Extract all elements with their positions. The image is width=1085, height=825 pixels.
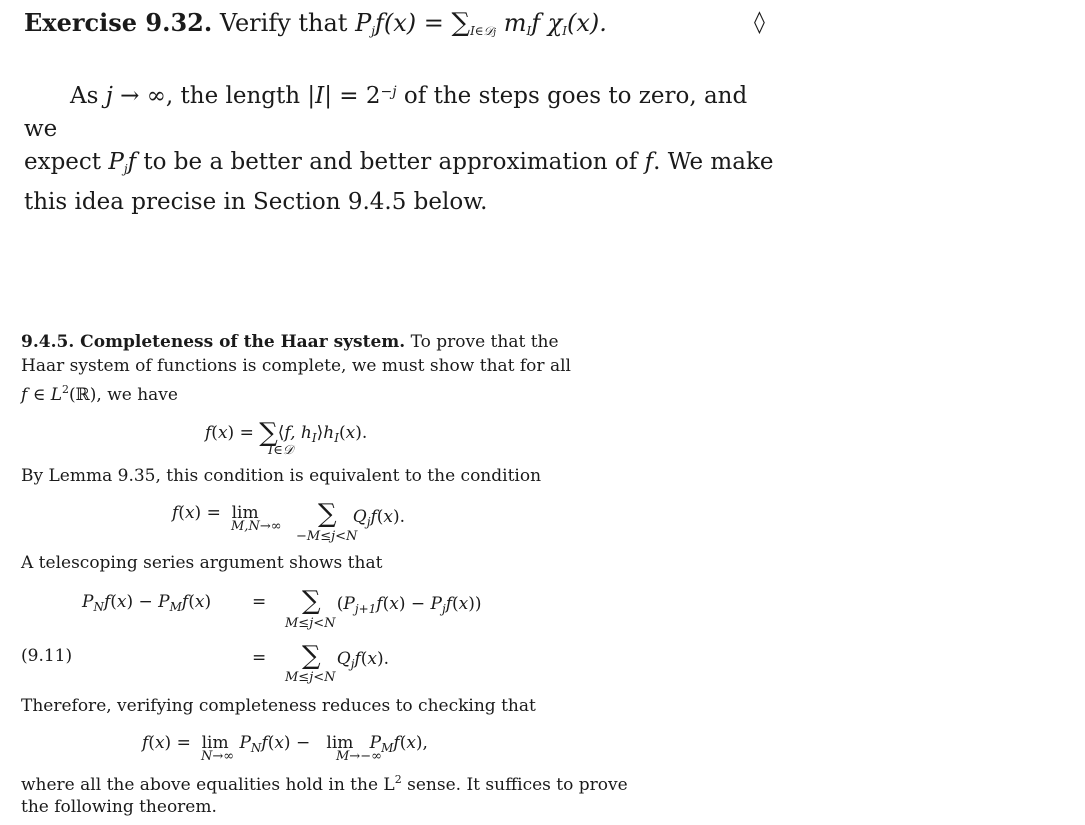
equation-completeness: $f(x) = \lim P_Nf(x) - \lim$ $P_Mf(x)$, bbox=[142, 733, 428, 755]
end-of-exercise-marker: ◊ bbox=[754, 10, 765, 35]
limit-n-index: N→∞ bbox=[201, 749, 235, 764]
exercise-statement bbox=[24, 8, 607, 39]
telescoping-index-2: M≤j<N bbox=[285, 670, 336, 685]
telescoping-sentence: A telescoping series argument shows that bbox=[21, 553, 383, 573]
limit-m-index: M→−∞ bbox=[336, 749, 382, 764]
equation-q-sum: ∑ $Q_jf(x)$. bbox=[302, 641, 390, 671]
section-intro: 9.4.5. Completeness of the Haar system. To prove that the Haar system of functions is complete, we must show that for all f ∈ $L^2(ℝ)$, we have bbox=[21, 332, 571, 405]
paragraph-step-length bbox=[24, 76, 784, 219]
para1-line3: this idea precise in Section 9.4.5 below. bbox=[24, 189, 488, 215]
limit-sum-index: −M≤j<N bbox=[296, 529, 358, 544]
telescoping-index-1: M≤j<N bbox=[285, 616, 336, 631]
para1-line1: As j → ∞, the length $|I| = 2^{-j}$ of the steps goes to zero, and we bbox=[24, 83, 748, 142]
closing-line-1: where all the above equalities hold in the $L^2$ sense. It suffices to prove bbox=[21, 773, 628, 795]
equation-haar-expansion: f(x) = ∑⟨f, $h_I⟩h_I(x)$. bbox=[205, 418, 368, 448]
exercise-formula: $P_jf(x) = \sum_{I\in 𝒟j}$ $m_If$ $\chi_I(x)$. bbox=[355, 8, 607, 38]
closing-line-2: the following theorem. bbox=[21, 797, 217, 817]
section-heading: 9.4.5. Completeness of the Haar system. bbox=[21, 332, 406, 352]
lemma-sentence: By Lemma 9.35, this condition is equivalent to the condition bbox=[21, 466, 542, 486]
equation-telescoping-rhs: ∑ $(P_{j+1}f(x) - P_jf(x))$ bbox=[302, 586, 482, 616]
limit-index: M,N→∞ bbox=[231, 519, 282, 534]
equals-sign-2: = bbox=[252, 648, 267, 668]
exercise-label: Exercise 9.32. bbox=[24, 8, 213, 37]
equals-sign-1: = bbox=[252, 592, 267, 612]
exercise-text: Verify that bbox=[219, 9, 348, 37]
para1-line2: expect $P_jf$ to be a better and better approximation of f. We make bbox=[24, 149, 774, 176]
therefore-sentence: Therefore, verifying completeness reduces to checking that bbox=[21, 696, 536, 716]
sum-index: I∈𝒟 bbox=[268, 443, 294, 458]
equation-limit-sum: ∑ $Q_jf(x)$. bbox=[318, 499, 406, 529]
equation-number: (9.11) bbox=[21, 646, 73, 666]
equation-telescoping-lhs: $P_Nf(x) - P_Mf(x)$ bbox=[82, 592, 212, 614]
equation-limit: f(x) = lim bbox=[172, 503, 259, 523]
